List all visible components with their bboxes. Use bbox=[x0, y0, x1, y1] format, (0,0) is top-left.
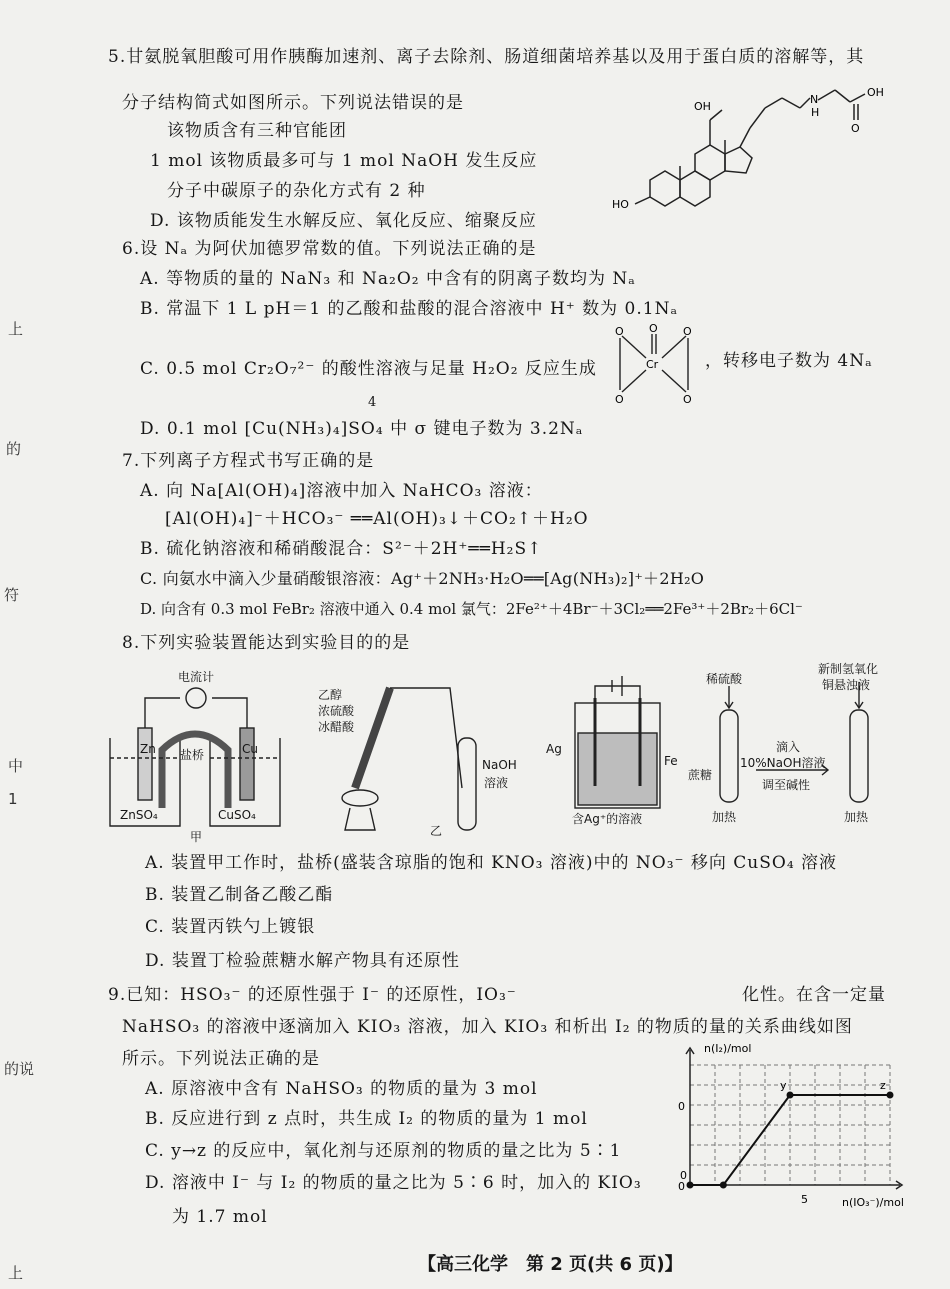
q7-option-a-line-2: [Al(OH)₄]⁻＋HCO₃⁻ ══Al(OH)₃↓＋CO₂↑＋H₂O bbox=[165, 509, 589, 529]
sulfuric-acid-label: 浓硫酸 bbox=[318, 704, 355, 718]
y-tick-label: 0 bbox=[678, 1100, 685, 1113]
margin-mark: 的说 bbox=[4, 1060, 35, 1078]
cu-label: Cu bbox=[242, 742, 258, 756]
cuso4-label: CuSO₄ bbox=[218, 808, 256, 822]
q7-option-c: C. 向氨水中滴入少量硝酸银溶液：Ag⁺＋2NH₃·H₂O══[Ag(NH₃)₂]⁺＋2H₂O bbox=[140, 569, 705, 588]
cr-label: Cr bbox=[646, 358, 659, 371]
q6-stem: 6.设 Nₐ 为阿伏加德罗常数的值。下列说法正确的是 bbox=[122, 239, 537, 259]
data-point bbox=[787, 1092, 794, 1099]
margin-mark: 中 bbox=[8, 757, 24, 775]
cuoh2-label-1: 新制氢氧化 bbox=[818, 662, 879, 676]
q9-stem-line-1a: 9.已知：HSO₃⁻ 的还原性强于 I⁻ 的还原性，IO₃⁻ bbox=[108, 985, 517, 1005]
oh-right-label: OH bbox=[867, 86, 884, 99]
oh-top-label: OH bbox=[694, 100, 711, 113]
crO5-structure-diagram bbox=[602, 322, 702, 406]
q5-option-d: D. 该物质能发生水解反应、氧化反应、缩聚反应 bbox=[150, 211, 537, 231]
q5-option-a: 该物质含有三种官能团 bbox=[167, 121, 347, 141]
margin-mark: 上 bbox=[8, 320, 24, 338]
sucrose-label: 蔗糖 bbox=[688, 768, 713, 782]
q5-option-b: 1 mol 该物质最多可与 1 mol NaOH 发生反应 bbox=[150, 151, 538, 171]
q5-option-c: 分子中碳原子的杂化方式有 2 种 bbox=[167, 181, 426, 201]
q8-stem: 8.下列实验装置能达到实验目的的是 bbox=[122, 633, 411, 653]
ho-left-label: HO bbox=[612, 198, 629, 211]
q5-stem-line-1: 5.甘氨脱氧胆酸可用作胰酶加速剂、离子去除剂、肠道细菌培养基以及用于蛋白质的溶解等，其 bbox=[108, 47, 865, 67]
alkaline-step-label: 调至碱性 bbox=[762, 778, 811, 792]
q7-option-b: B. 硫化钠溶液和稀硝酸混合：S²⁻＋2H⁺══H₂S↑ bbox=[140, 539, 543, 559]
q6-note: 4 bbox=[368, 395, 378, 410]
q6-option-b: B. 常温下 1 L pH＝1 的乙酸和盐酸的混合溶液中 H⁺ 数为 0.1Nₐ bbox=[140, 299, 679, 319]
o-label: O bbox=[649, 322, 658, 335]
q9-stem-line-2: NaHSO₃ 的溶液中逐滴加入 KIO₃ 溶液，加入 KIO₃ 和析出 I₂ 的物质的量的关系曲线如图 bbox=[122, 1017, 853, 1037]
naoh-solution-label: 溶液 bbox=[484, 776, 509, 790]
ammeter-label: 电流计 bbox=[178, 670, 215, 684]
q7-option-a-line-1: A. 向 Na[Al(OH)₄]溶液中加入 NaHCO₃ 溶液： bbox=[140, 481, 543, 501]
zn-label: Zn bbox=[140, 742, 156, 756]
cuoh2-label-2: 铜悬浊液 bbox=[822, 678, 871, 692]
naoh-step-label: 10%NaOH溶液 bbox=[740, 756, 826, 770]
o-label: O bbox=[615, 325, 624, 338]
q9-option-d-line-1: D. 溶液中 I⁻ 与 I₂ 的物质的量之比为 5∶6 时，加入的 KIO₃ bbox=[145, 1173, 642, 1193]
salt-bridge-label: 盐桥 bbox=[180, 748, 205, 762]
q6-option-c-start: C. 0.5 mol Cr₂O₇²⁻ 的酸性溶液与足量 H₂O₂ 反应生成 bbox=[140, 359, 597, 379]
q7-stem: 7.下列离子方程式书写正确的是 bbox=[122, 451, 375, 471]
y-axis-label: n(I₂)/mol bbox=[704, 1042, 752, 1055]
q5-stem-line-2: 分子结构简式如图所示。下列说法错误的是 bbox=[122, 93, 464, 113]
fe-electrode-label: Fe bbox=[664, 754, 678, 768]
o-label: O bbox=[615, 393, 624, 406]
heat-label: 加热 bbox=[844, 810, 869, 824]
data-point bbox=[720, 1182, 727, 1189]
heat-label: 加热 bbox=[712, 810, 737, 824]
o-label: O bbox=[683, 393, 692, 406]
apparatus-jia-caption: 甲 bbox=[190, 830, 203, 844]
data-point bbox=[687, 1182, 694, 1189]
q7-option-d: D. 向含有 0.3 mol FeBr₂ 溶液中通入 0.4 mol 氯气：2Fe²⁺＋4Br⁻＋3Cl₂══2Fe³⁺＋2Br₂＋6Cl⁻ bbox=[140, 600, 803, 618]
q9-option-c: C. y→z 的反应中，氧化剂与还原剂的物质的量之比为 5∶1 bbox=[145, 1141, 622, 1161]
q8-option-a: A. 装置甲工作时，盐桥(盛装含琼脂的饱和 KNO₃ 溶液)中的 NO₃⁻ 移向 CuSO₄ 溶液 bbox=[145, 853, 838, 873]
margin-mark: 上 bbox=[8, 1264, 24, 1282]
data-point bbox=[887, 1092, 894, 1099]
ethanol-label: 乙醇 bbox=[318, 688, 343, 702]
steroid-structure-diagram bbox=[610, 80, 910, 220]
q6-option-c-end: ，转移电子数为 4Nₐ bbox=[705, 351, 873, 371]
ag-solution-label: 含Ag⁺的溶液 bbox=[572, 812, 643, 826]
margin-mark: 1 bbox=[8, 790, 18, 808]
margin-mark: 的 bbox=[6, 440, 22, 458]
o-label: O bbox=[683, 325, 692, 338]
page-footer: 【高三化学 第 2 页(共 6 页)】 bbox=[418, 1254, 683, 1275]
q8-option-c: C. 装置丙铁勺上镀银 bbox=[145, 917, 316, 937]
dilute-acid-label: 稀硫酸 bbox=[706, 672, 743, 686]
y-tick-label: 0 bbox=[678, 1180, 685, 1193]
iodine-graph bbox=[660, 1040, 940, 1210]
apparatus-figure bbox=[100, 658, 910, 844]
margin-mark: 符 bbox=[4, 586, 20, 604]
q6-option-a: A. 等物质的量的 NaN₃ 和 Na₂O₂ 中含有的阴离子数均为 Nₐ bbox=[140, 269, 636, 289]
naoh-label: NaOH bbox=[482, 758, 517, 772]
apparatus-yi-caption: 乙 bbox=[430, 824, 443, 838]
ag-electrode-label: Ag bbox=[546, 742, 562, 756]
q8-option-d: D. 装置丁检验蔗糖水解产物具有还原性 bbox=[145, 951, 460, 971]
x-axis-label: n(IO₃⁻)/mol bbox=[842, 1196, 904, 1209]
step-label: 滴入 bbox=[776, 740, 801, 754]
q6-option-d: D. 0.1 mol [Cu(NH₃)₄]SO₄ 中 σ 键电子数为 3.2Nₐ bbox=[140, 419, 584, 439]
q9-option-a: A. 原溶液中含有 NaHSO₃ 的物质的量为 3 mol bbox=[145, 1079, 538, 1099]
h-label: H bbox=[811, 106, 820, 119]
q9-option-d-line-2: 为 1.7 mol bbox=[172, 1207, 268, 1227]
q9-stem-line-1b: 化性。在含一定量 bbox=[742, 985, 886, 1005]
o-label: O bbox=[851, 122, 860, 135]
x-tick-label: 5 bbox=[801, 1193, 808, 1206]
n-label: N bbox=[810, 93, 819, 106]
znso4-label: ZnSO₄ bbox=[120, 808, 158, 822]
acetic-acid-label: 冰醋酸 bbox=[318, 720, 355, 734]
point-label: z bbox=[880, 1079, 886, 1092]
point-label: y bbox=[780, 1079, 787, 1092]
point-label: 0 bbox=[680, 1169, 687, 1182]
q9-stem-line-3: 所示。下列说法正确的是 bbox=[122, 1049, 320, 1069]
q8-option-b: B. 装置乙制备乙酸乙酯 bbox=[145, 885, 334, 905]
q9-option-b: B. 反应进行到 z 点时，共生成 I₂ 的物质的量为 1 mol bbox=[145, 1109, 588, 1129]
